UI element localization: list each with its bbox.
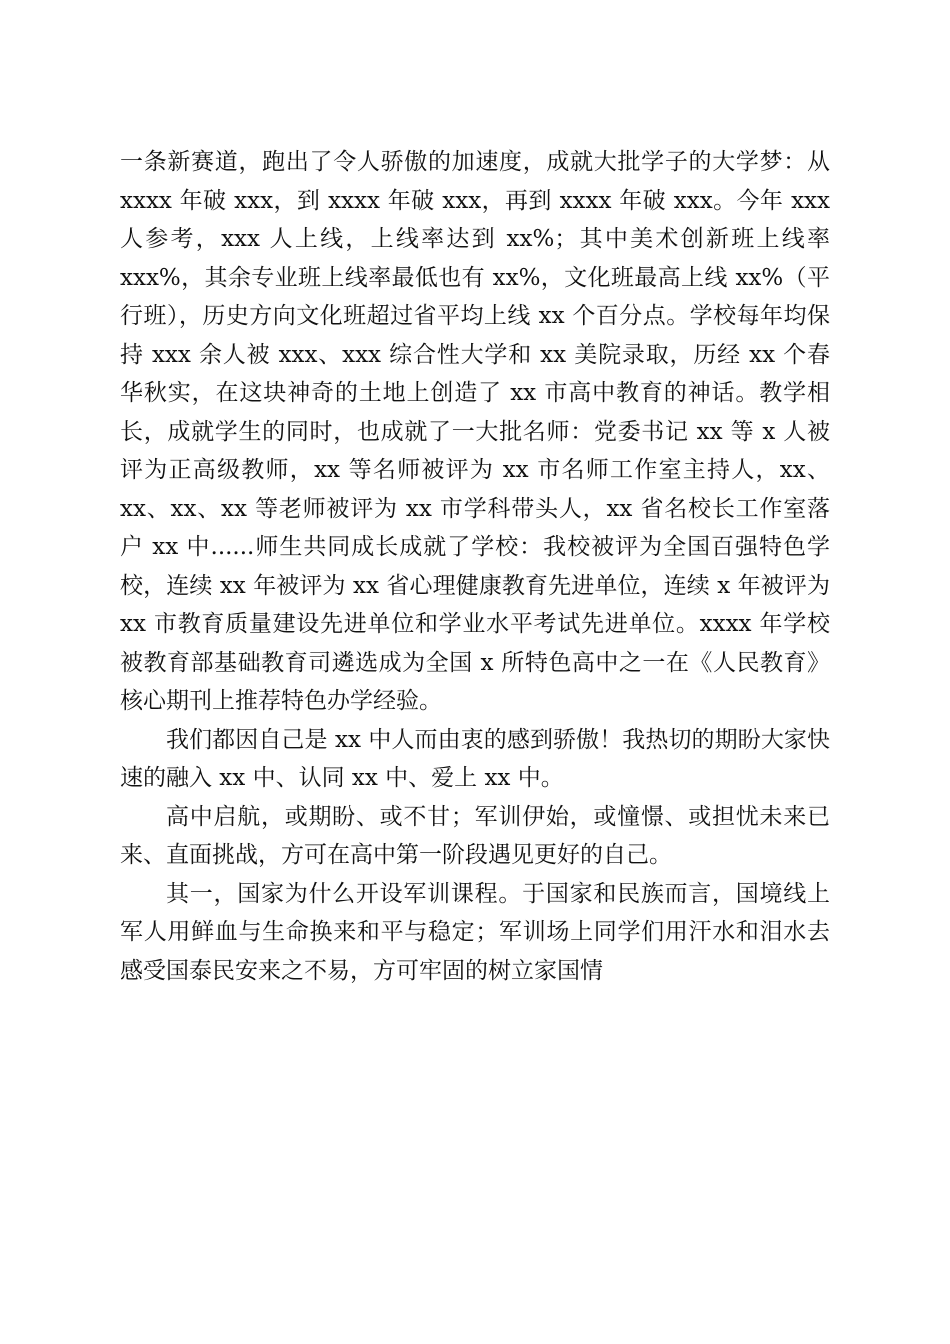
paragraph-why-military-training: 其一，国家为什么开设军训课程。于国家和民族而言，国境线上军人用鲜血与生命换来和平与稳定；军训场上同学们用汗水和泪水去感受国泰民安来之不易，方可牢固的树立家国情 (120, 880, 830, 984)
paragraph-school-achievements: 一条新赛道，跑出了令人骄傲的加速度，成就大批学子的大学梦：从 xxxx 年破 xxx，到 xxxx 年破 xxx，再到 xxxx 年破 xxx。今年 xxx 人参考，xxx 人上线，上线率达到 xx%；其中美术创新班上线率 xxx%，其余专业班上线率最低也有 xx%，文化班最高上线 xx%（平行班），历史方向文化班超过省平均上线 xx 个百分点。学校每年均保持 xxx 余人被 xxx、xxx 综合性大学和 xx 美院录取，历经 xx 个春华秋实，在这块神奇的土地上创造了 xx 市高中教育的神话。教学相长，成就学生的同时，也成就了一大批名师：党委书记 xx 等 x 人被评为正高级教师，xx 等名师被评为 xx 市名师工作室主持人，xx、xx、xx、xx 等老师被评为 xx 市学科带头人，xx 省名校长工作室落户 xx 中......师生共同成长成就了学校：我校被评为全国百强特色学校，连续 xx 年被评为 xx 省心理健康教育先进单位，连续 x 年被评为 xx 市教育质量建设先进单位和学业水平考试先进单位。xxxx 年学校被教育部基础教育司遴选成为全国 x 所特色高中之一在《人民教育》核心期刊上推荐特色办学经验。 (120, 149, 830, 714)
document-page (120, 143, 830, 990)
paragraph-pride: 我们都因自己是 xx 中人而由衷的感到骄傲！我热切的期盼大家快速的融入 xx 中、认同 xx 中、爱上 xx 中。 (120, 726, 830, 791)
paragraph-high-school-start: 高中启航，或期盼、或不甘；军训伊始，或憧憬、或担忧未来已来、直面挑战，方可在高中第一阶段遇见更好的自己。 (120, 803, 830, 868)
